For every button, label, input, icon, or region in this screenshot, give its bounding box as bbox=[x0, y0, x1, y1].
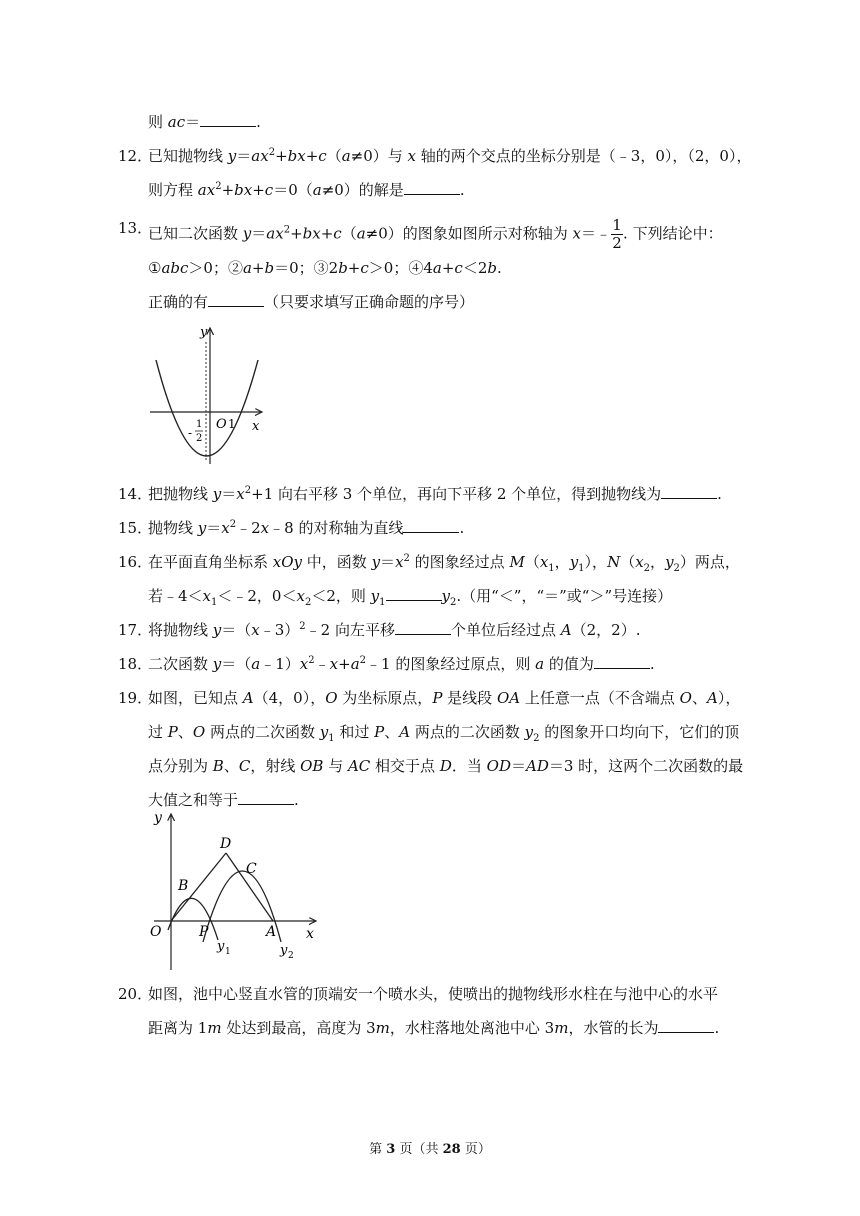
label-y2-sub: 2 bbox=[288, 951, 294, 961]
q11-tail: 则 ac＝ . bbox=[148, 113, 261, 131]
half-den: 2 bbox=[196, 433, 203, 444]
q19-line3: 点分别为 B、C，射线 OB 与 AC 相交于点 D．当 OD＝AD＝3 时，这两个二次函数的最 bbox=[148, 757, 744, 775]
q13-line1: 已知二次函数 $y=ax^2+bx+c(a\ne 0)$的图象如图所示对称轴为 x＝﹣ $\frac{1}{2}$ . 下列结论中： bbox=[148, 216, 723, 252]
label-y1: y bbox=[217, 939, 225, 954]
question-number: 19． bbox=[118, 689, 153, 707]
label-y2: y bbox=[280, 943, 288, 958]
x-label: x bbox=[306, 926, 314, 942]
q13-line3: 正确的有 （只要求填写正确命题的序号） bbox=[148, 293, 475, 311]
neg-half-sign: - bbox=[188, 426, 193, 440]
y-label: y bbox=[200, 325, 208, 340]
question-number: 13． bbox=[118, 219, 153, 237]
fraction: $\frac{1}{2}$ bbox=[612, 216, 622, 252]
answer-blank[interactable] bbox=[403, 518, 459, 533]
q20-line1: 如图，池中心竖直水管的顶端安一个喷水头，使喷出的抛物线形水柱在与池中心的水平 bbox=[148, 985, 719, 1003]
q19-line4: 大值之和等于 . bbox=[148, 791, 299, 809]
answer-blank[interactable] bbox=[658, 1018, 714, 1033]
q19-parabolas-figure bbox=[146, 808, 322, 972]
label-D: D bbox=[220, 836, 232, 852]
label-A: A bbox=[266, 924, 277, 940]
label-P: P bbox=[199, 924, 209, 940]
page-footer: 第 3 页（共 28 页） bbox=[369, 1142, 491, 1157]
label-B: B bbox=[178, 878, 189, 894]
answer-blank[interactable] bbox=[200, 112, 256, 127]
q16-line2: 若$﹣4<x_1<﹣2$，$0<x_2<2$，则 $y_1$ $y_2$.（用“＜”，“＝”或“＞”号连接） bbox=[148, 587, 673, 608]
question-number: 12． bbox=[118, 147, 153, 165]
q20-line2: 距离为 1m 处达到最高，高度为 3m，水柱落地处离池中心 3m，水管的长为 . bbox=[148, 1019, 720, 1037]
q18-line: 二次函数 $y=(a﹣1)x^2﹣x+a^2﹣1$ 的图象经过原点，则 a 的值为 . bbox=[148, 655, 655, 673]
answer-blank[interactable] bbox=[404, 180, 460, 195]
q19-line2: 过 P、O 两点的二次函数 $y_1$ 和过 P、A 两点的二次函数 $y_2$ 的图象开口均向下，它们的顶 bbox=[148, 723, 740, 744]
x-label: x bbox=[252, 419, 260, 434]
answer-blank[interactable] bbox=[208, 292, 264, 307]
half-num: 1 bbox=[196, 419, 203, 430]
label-C: C bbox=[246, 861, 257, 877]
q16-line1: 在平面直角坐标系 xOy 中，函数 $y=x^2$ 的图象经过点 $M(x_1$，$y_1$），$N(x_2$，$y_2$）两点， bbox=[148, 553, 740, 574]
q15-line: 抛物线 $y=x^2﹣2x﹣8$ 的对称轴为直线 . bbox=[148, 519, 465, 537]
q14-line: 把抛物线 $y=x^2+1$ 向右平移 3 个单位，再向下平移 2 个单位，得到抛物线为 . bbox=[148, 485, 722, 503]
question-number: 18． bbox=[118, 655, 153, 673]
answer-blank[interactable] bbox=[594, 654, 650, 669]
q19-line1: 如图，已知点 A（4，0），O 为坐标原点，P 是线段 OA 上任意一点（不含端点 O、A）， bbox=[148, 689, 741, 707]
label-O: O bbox=[150, 924, 162, 940]
question-number: 14． bbox=[118, 485, 153, 503]
q12-line2: 则方程 $ax^2+bx+c=0(a\ne 0)$的解是 . bbox=[148, 181, 465, 199]
question-number: 16． bbox=[118, 553, 153, 571]
answer-blank[interactable] bbox=[395, 620, 451, 635]
question-number: 15． bbox=[118, 519, 153, 537]
one-label: 1 bbox=[228, 417, 236, 431]
parabola bbox=[156, 360, 258, 456]
question-number: 17． bbox=[118, 621, 153, 639]
q12-line1: 已知抛物线 $y=ax^2+bx+c(a\ne 0)$与 x 轴的两个交点的坐标分别是（﹣3，0），（2，0）， bbox=[148, 147, 752, 165]
answer-blank[interactable] bbox=[386, 586, 442, 601]
label-y1-sub: 1 bbox=[225, 947, 231, 957]
question-number: 20． bbox=[118, 985, 153, 1003]
origin-label: O bbox=[216, 417, 227, 432]
answer-blank[interactable] bbox=[661, 484, 717, 499]
q13-parabola-figure bbox=[148, 322, 270, 468]
q17-line: 将抛物线 y＝（x﹣3）$^2$﹣2 向左平移 个单位后经过点 A（2，2）. bbox=[148, 621, 641, 639]
y-label: y bbox=[154, 810, 162, 826]
answer-blank[interactable] bbox=[238, 790, 294, 805]
q13-line2: ①abc＞0；②a+b＝0；③2b+c＞0；④4a+c＜2b. bbox=[148, 259, 502, 277]
